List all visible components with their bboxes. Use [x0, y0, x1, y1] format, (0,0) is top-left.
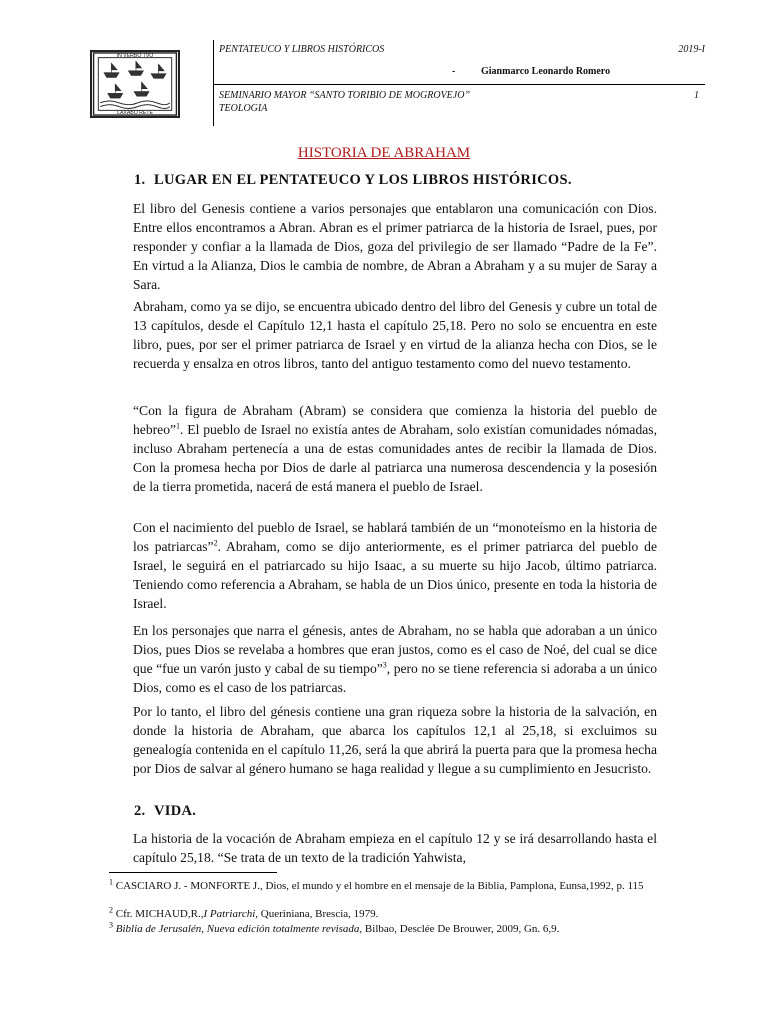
paragraph-text: . Abraham, como se dijo anteriormente, es el primer patriarca del pueblo de Israel, le seguirá en el patriarcado su hijo Isaac, a su muerte su hijo Jacob, último patriarca. Teniendo como referencia a Abraham, se habla de un Dios único, presente en toda la historia de Israel. [133, 539, 657, 611]
paragraph-text: En los personajes que narra el génesis, antes de Abraham, no se habla que adoraban a un único Dios, pues Dios se revelaba a hombres que eran justos, como es el caso de Noé, del cual se dice que “fue un varón justo y cabal de su tiempo” [133, 623, 657, 676]
paragraph-7: La historia de la vocación de Abraham empieza en el capítulo 12 y se irá desarrollando hasta el capítulo 25,18. “Se trata de un texto de la tradición Yahwista, [133, 831, 657, 865]
footnote-number: 3 [109, 920, 113, 930]
seminary-name: SEMINARIO MAYOR “SANTO TORIBIO DE MOGROVEJO” [219, 90, 471, 101]
paragraph-4 [133, 518, 657, 613]
section-title: LUGAR EN EL PENTATEUCO Y LOS LIBROS HISTÓRICOS. [154, 172, 572, 188]
footnote-text: Cfr. MICHAUD,R., [113, 908, 204, 920]
section-number: 1. [134, 172, 146, 188]
page-number: 1 [694, 90, 699, 101]
svg-text:IN VERBO TVO: IN VERBO TVO [116, 53, 154, 60]
paragraph-2: Abraham, como ya se dijo, se encuentra ubicado dentro del libro del Genesis y cubre un total de 13 capítulos, desde el Capítulo 12,1 hasta el capítulo 25,18. Pero no solo se encuentra en este libro, pues, por ser el primer patriarca de Israel y en virtud de la alianza hecha con Dios, se le recuerda y ensalza en otros libros, tanto del antiguo testamento como del nuevo testamento. [133, 299, 657, 371]
paragraph-3 [133, 401, 657, 496]
section-heading-1 [134, 172, 572, 189]
subject-name: TEOLOGIA [219, 103, 268, 114]
header-row-seminary [213, 84, 705, 126]
footnote-ref[interactable]: 1 [176, 421, 181, 431]
logo-cell [83, 40, 214, 126]
footnote-1 [109, 879, 669, 893]
header-row-course [213, 40, 705, 85]
footnote-number: 2 [109, 905, 113, 915]
paragraph-text: Con el nacimiento del pueblo de Israel, se hablará también de un “monoteísmo en la historia de los patriarcas” [133, 520, 657, 554]
paragraph-5 [133, 621, 657, 697]
course-title: PENTATEUCO Y LIBROS HISTÓRICOS [219, 44, 385, 55]
section-number: 2. [134, 803, 146, 819]
footnote-text: Queriniana, Brescia, 1979. [258, 908, 379, 920]
footnote-italic: I Patriarchi, [203, 908, 259, 920]
author-name: Gianmarco Leonardo Romero [481, 66, 611, 77]
course-year: 2019-I [678, 44, 705, 55]
paragraph-6: Por lo tanto, el libro del génesis contiene una gran riqueza sobre la historia de la salvación, en donde la historia de Abraham, que abarca los capítulos 12,1 al 25,18, si excluimos su genealogía contenida en el capítulo 11,26, será la que abrirá la puerta para que la promesa hecha por Dios de salvar al género humano se haga realidad y llegue a su cumplimiento en Jesucristo. [133, 704, 657, 776]
paragraph-1: El libro del Genesis contiene a varios personajes que entablaron una comunicación con Dios. Entre ellos encontramos a Abran. Abran es el primer patriarca de la historia de Israel, pues, por responder y confiar a la llamada de Dios, goza del privilegio de ser llamado “Padre de la Fe”. En virtud a la Alianza, Dios le cambia de nombre, de Abran a Abraham y a su mujer de Saray a Sara. [133, 201, 657, 292]
footnote-text: CASCIARO J. - MONFORTE J., Dios, el mundo y el hombre en el mensaje de la Biblia, Pamplona, Eunsa,1992, p. 115 [113, 880, 644, 892]
section-title: VIDA. [154, 803, 197, 819]
footnote-2 [109, 907, 669, 921]
svg-text:LAXABO RETE: LAXABO RETE [117, 110, 153, 117]
footnote-number: 1 [109, 877, 113, 887]
seminary-logo [90, 50, 180, 118]
footnote-text: , Bilbao, Desclée De Brouwer, 2009, Gn. 6,9. [359, 923, 560, 935]
footnote-italic: Biblia de Jerusalén, Nueva edición totalmente revisada [113, 923, 360, 935]
footnote-3 [109, 922, 669, 936]
paragraph-text: , pero no se tiene referencia si adoraba a un único Dios, como es el caso de los patriarcas. [133, 661, 658, 695]
paragraph-text: “Con la figura de Abraham (Abram) se considera que comienza la historia del pueblo de hebreo” [133, 403, 657, 437]
footnote-ref[interactable]: 2 [213, 538, 218, 548]
section-heading-2 [134, 803, 196, 820]
footnote-separator [109, 872, 277, 873]
author-dash: - [452, 66, 456, 77]
page-header [83, 40, 705, 126]
footnote-ref[interactable]: 3 [382, 660, 387, 670]
document-title: HISTORIA DE ABRAHAM [297, 145, 471, 161]
paragraph-text: . El pueblo de Israel no existía antes de Abraham, solo existían comunidades nómadas, incluso Abraham pertenecía a una de estas comunidades antes de recibir la llamada de Dios. Con la promesa hecha por Dios de darle al patriarca una numerosa descendencia y la posesión de la tierra prometida, nacerá de está manera el pueblo de Israel. [133, 422, 657, 494]
